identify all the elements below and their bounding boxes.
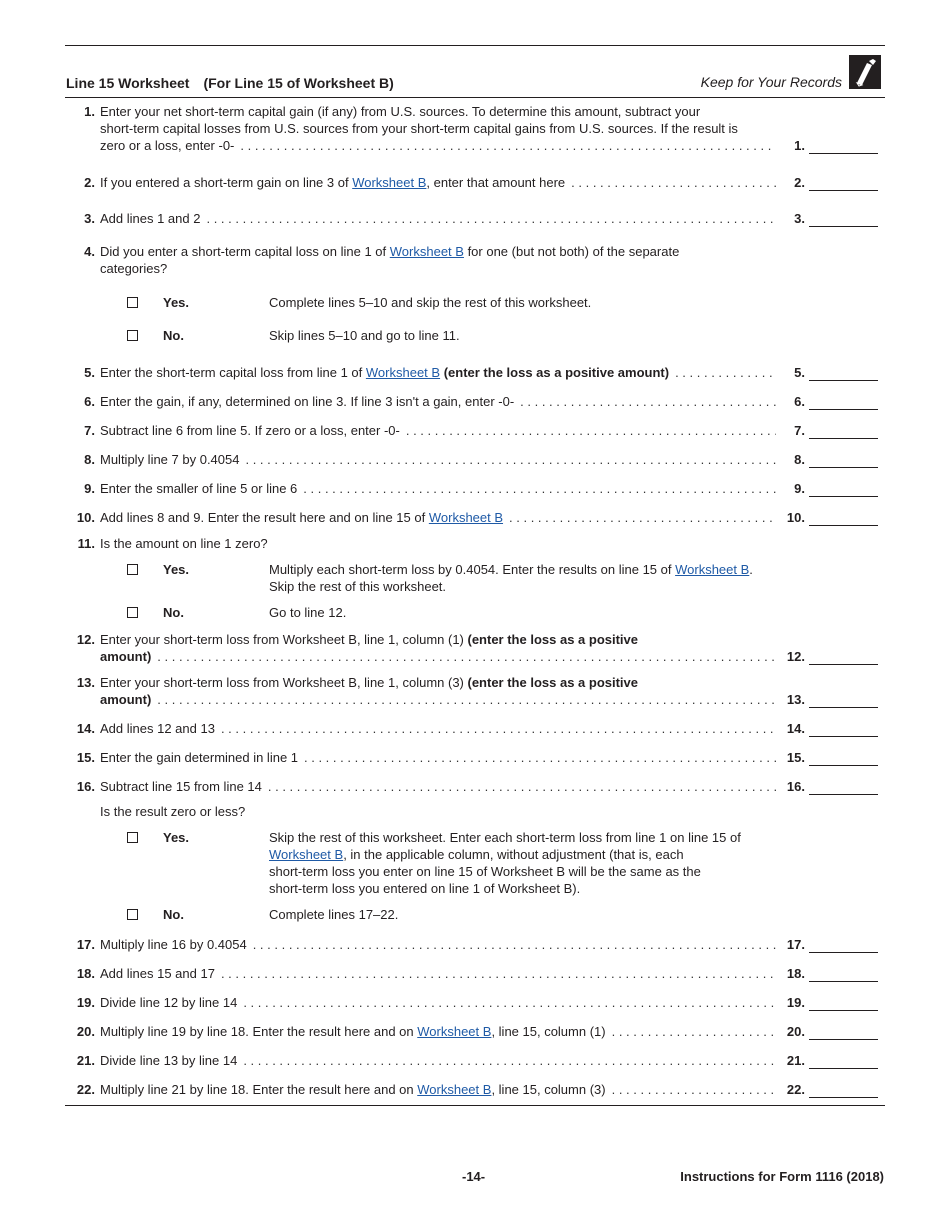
line-11: 11. Is the amount on line 1 zero? xyxy=(77,536,268,551)
line-1: 1. Enter your net short-term capital gain (if any) from U.S. sources. To determine this amount, subtract your short-term capital losses from U.S. sources from your short-term capital gains from U.S. sources. If the result is zero or a loss, enter -0- . . . 1. xyxy=(66,103,878,155)
line-5: 5. Enter the short-term capital loss from line 1 of Worksheet B (enter the loss as a positive amount) . . . 5. xyxy=(66,364,878,381)
line-2-input[interactable] xyxy=(809,174,878,191)
line-18: 18. Add lines 15 and 17 . . . 18. xyxy=(66,965,878,982)
line-16-input[interactable] xyxy=(809,778,878,795)
worksheet-b-link[interactable]: Worksheet B xyxy=(269,847,344,862)
worksheet-b-link[interactable]: Worksheet B xyxy=(352,175,427,190)
q4-no-checkbox[interactable] xyxy=(127,330,138,341)
worksheet-b-link[interactable]: Worksheet B xyxy=(417,1082,492,1097)
line-13-input[interactable] xyxy=(809,691,878,708)
line-8-input[interactable] xyxy=(809,451,878,468)
q11-yes-checkbox[interactable] xyxy=(127,564,138,575)
line-16: 16. Subtract line 15 from line 14 . . . 16. xyxy=(66,778,878,795)
line-21: 21. Divide line 13 by line 14 . . . 21. xyxy=(66,1052,878,1069)
line-18-input[interactable] xyxy=(809,965,878,982)
line-10-input[interactable] xyxy=(809,509,878,526)
keep-for-records: Keep for Your Records xyxy=(700,74,842,90)
worksheet-b-link[interactable]: Worksheet B xyxy=(417,1024,492,1039)
line-22-input[interactable] xyxy=(809,1081,878,1098)
line-5-input[interactable] xyxy=(809,364,878,381)
line-16-question: Is the result zero or less? xyxy=(100,804,246,819)
line-3: 3. Add lines 1 and 2 . . . 3. xyxy=(66,210,878,227)
worksheet-b-link[interactable]: Worksheet B xyxy=(389,244,464,259)
line-9-input[interactable] xyxy=(809,480,878,497)
line-20: 20. Multiply line 19 by line 18. Enter the result here and on Worksheet B, line 15, column (1) . . . 20. xyxy=(66,1023,878,1040)
worksheet-title: Line 15 Worksheet (For Line 15 of Worksheet B) xyxy=(66,75,394,91)
line-14-input[interactable] xyxy=(809,720,878,737)
line-12: 12. Enter your short-term loss from Worksheet B, line 1, column (1) (enter the loss as a positive amount) . . . 12. xyxy=(66,631,878,665)
line-6: 6. Enter the gain, if any, determined on line 3. If line 3 isn't a gain, enter -0- . . . 6. xyxy=(66,393,878,410)
line-17: 17. Multiply line 16 by 0.4054 . . . 17. xyxy=(66,936,878,953)
line-14: 14. Add lines 12 and 13 . . . 14. xyxy=(66,720,878,737)
line-19-input[interactable] xyxy=(809,994,878,1011)
q4-yes-checkbox[interactable] xyxy=(127,297,138,308)
worksheet-b-link[interactable]: Worksheet B xyxy=(365,365,441,380)
page-number: -14- xyxy=(462,1169,486,1184)
pen-icon xyxy=(849,55,881,89)
line-12-input[interactable] xyxy=(809,648,878,665)
bottom-rule xyxy=(65,1105,885,1106)
line-9: 9. Enter the smaller of line 5 or line 6 . . . 9. xyxy=(66,480,878,497)
line-8: 8. Multiply line 7 by 0.4054 . . . 8. xyxy=(66,451,878,468)
line-15-input[interactable] xyxy=(809,749,878,766)
line-20-input[interactable] xyxy=(809,1023,878,1040)
q16-no-checkbox[interactable] xyxy=(127,909,138,920)
form-footer: Instructions for Form 1116 (2018) xyxy=(680,1169,884,1184)
line-22: 22. Multiply line 21 by line 18. Enter the result here and on Worksheet B, line 15, column (3) . . . 22. xyxy=(66,1081,878,1098)
line-10: 10. Add lines 8 and 9. Enter the result here and on line 15 of Worksheet B . . . 10. xyxy=(66,509,878,526)
line-17-input[interactable] xyxy=(809,936,878,953)
line-7: 7. Subtract line 6 from line 5. If zero or a loss, enter -0- . . . 7. xyxy=(66,422,878,439)
line-4: 4. Did you enter a short-term capital loss on line 1 of Worksheet B for one (but not both) of the separate categories? xyxy=(84,244,680,276)
worksheet-b-link[interactable]: Worksheet B xyxy=(428,510,504,525)
line-2: 2. If you entered a short-term gain on line 3 of Worksheet B, enter that amount here . . . 2. xyxy=(66,174,878,191)
line-3-input[interactable] xyxy=(809,210,878,227)
line-21-input[interactable] xyxy=(809,1052,878,1069)
line-7-input[interactable] xyxy=(809,422,878,439)
top-rule xyxy=(65,45,885,46)
worksheet-b-link[interactable]: Worksheet B xyxy=(675,562,750,577)
q11-no-checkbox[interactable] xyxy=(127,607,138,618)
line-6-input[interactable] xyxy=(809,393,878,410)
line-1-input[interactable] xyxy=(809,137,878,154)
q16-yes-checkbox[interactable] xyxy=(127,832,138,843)
line-13: 13. Enter your short-term loss from Worksheet B, line 1, column (3) (enter the loss as a positive amount) . . . 13. xyxy=(66,674,878,708)
title-rule xyxy=(65,97,885,98)
line-15: 15. Enter the gain determined in line 1 . . . 15. xyxy=(66,749,878,766)
line-19: 19. Divide line 12 by line 14 . . . 19. xyxy=(66,994,878,1011)
